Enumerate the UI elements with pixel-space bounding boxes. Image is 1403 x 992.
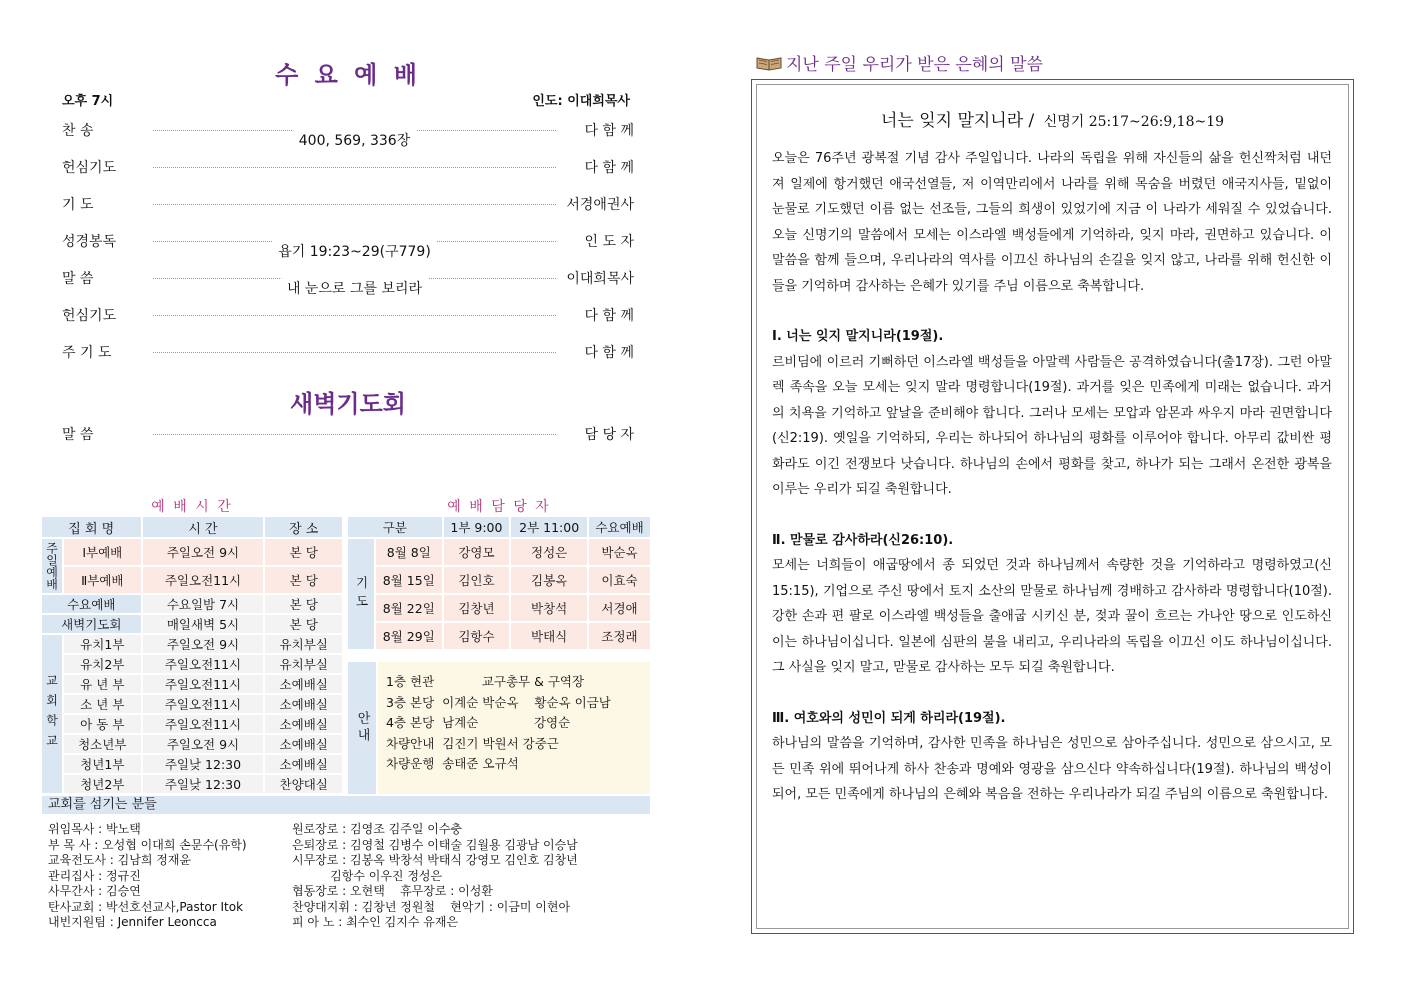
guide-line: 차량안내 김진기 박원서 강중근 — [386, 735, 559, 751]
duty-wed: 서경애 — [589, 595, 650, 621]
service-place: 본 당 — [265, 595, 342, 613]
service-name: 수요예배 — [42, 595, 141, 613]
wed-title: 수 요 예 배 — [275, 60, 421, 89]
service-time: 주일오전11시 — [143, 567, 264, 593]
service-time: 주일오전 9시 — [143, 539, 264, 565]
school-name: 유치2부 — [64, 655, 141, 673]
school-place: 찬양대실 — [265, 775, 342, 793]
service-time: 수요일밤 7시 — [143, 595, 264, 613]
staff-line: 부 목 사 : 오성협 이대희 손문수(유학) — [48, 837, 247, 852]
staff-line: 교육전도사 : 김남희 정재윤 — [48, 853, 191, 867]
school-time: 주일낮 12:30 — [143, 775, 264, 793]
school-time: 주일오전 9시 — [143, 735, 264, 753]
service-name: Ⅱ부예배 — [64, 567, 141, 593]
duty-wed: 박순옥 — [589, 539, 650, 565]
duty-second: 박창석 — [511, 595, 587, 621]
order-label: 주 기 도 — [62, 345, 112, 361]
staff-line: 탄사교회 : 박선호선교사,Pastor Itok — [48, 899, 244, 914]
duty-second: 박태식 — [511, 623, 587, 649]
duty-first: 김창년 — [444, 595, 510, 621]
duty-first: 김항수 — [444, 623, 510, 649]
sermon-ref: 신명기 25:17~26:9,18~19 — [1043, 114, 1225, 130]
schedule-title: 예 배 시 간 — [151, 499, 233, 515]
staff-line: 은퇴장로 : 김영철 김병수 이태술 김월용 김광남 이승남 — [292, 837, 578, 852]
school-time: 주일오전11시 — [143, 695, 264, 713]
order-row — [62, 229, 634, 260]
service-time: 매일새벽 5시 — [143, 615, 264, 633]
order-person: 담 당 자 — [584, 427, 634, 443]
sermon-title-line — [752, 106, 1353, 131]
staff-line: 김항수 이우진 정성은 — [292, 868, 443, 883]
duty-date: 8월 8일 — [376, 539, 442, 565]
order-row — [62, 422, 634, 446]
order-row — [62, 303, 634, 327]
order-row — [62, 266, 634, 297]
staff-line: 원로장로 : 김영조 김주일 이수충 — [292, 822, 462, 836]
dotted-leader — [153, 167, 556, 168]
school-time: 주일오전 9시 — [143, 635, 264, 653]
school-place: 소예배실 — [265, 695, 342, 713]
order-row — [62, 155, 634, 179]
order-row — [62, 340, 634, 364]
wed-time: 오후 7시 — [62, 94, 114, 109]
order-person: 다 함 께 — [584, 308, 634, 324]
duty-second: 정성은 — [511, 539, 587, 565]
duty-first: 강영모 — [444, 539, 510, 565]
sermon-header-text: 지난 주일 우리가 받은 은혜의 말씀 — [786, 55, 1043, 75]
school-time: 주일오전11시 — [143, 715, 264, 733]
guide-line: 차량운행 송태준 오규석 — [386, 756, 519, 771]
order-content: 내 눈으로 그를 보리라 — [281, 278, 428, 298]
school-name: 유 년 부 — [64, 675, 141, 693]
service-place: 본 당 — [265, 539, 342, 565]
dotted-leader — [153, 315, 556, 316]
group-label: 주일예배 — [42, 539, 62, 593]
school-place: 소예배실 — [265, 755, 342, 773]
school-name: 유치1부 — [64, 635, 141, 653]
staff-line: 피 아 노 : 최수인 김지수 유재은 — [292, 915, 459, 929]
section-3-body: 하나님의 말씀을 기억하며, 감사한 민족을 하나님은 성민으로 삼아주십니다. 성민으로 삼으시고, 모든 민족 위에 뛰어나게 하사 찬송과 명예와 영광을 삼으신다 약속하십니다(19절). 하나님의 백성이 되어, 모든 민족에게 하나님의 은혜와 복음을 전하는 우리나라가 되길 주님의 이름으로 축원합니다. — [772, 736, 1332, 802]
dotted-leader — [153, 130, 556, 149]
duty-group-label: 기도 — [348, 539, 374, 649]
staff-line: 찬양대지휘 : 김창년 정원철 현악기 : 이금미 이현아 — [292, 899, 571, 914]
order-label: 헌심기도 — [62, 308, 117, 324]
section-2-body: 모세는 너희들이 애굽땅에서 종 되었던 것과 하나님께서 속량한 것을 기억하라고 명령하였고(신15:15), 기업으로 주신 땅에서 토지 소산의 맏물로 하나님께 경배하고 감사하라 명령합니다(10절). 강한 손과 편 팔로 이스라엘 백성들을 출애굽 시키신 분, 젖과 꿀이 흐르는 가나안 땅으로 인도하신 이는 하나님이십니다. 일본에 심판의 불을 내리고, 우리나라의 독립을 이끄신 이도 하나님이십니다. 그 사실을 잊지 말고, 맏물로 감사하는 모두 되길 축원합니다. — [772, 558, 1332, 675]
duty-date: 8월 29일 — [376, 623, 442, 649]
guide-label: 안내 — [348, 662, 376, 794]
wed-leader: 인도: 이대희목사 — [532, 94, 630, 109]
order-person: 이대희목사 — [566, 271, 634, 287]
order-row — [62, 192, 634, 216]
order-row — [62, 118, 634, 149]
group-label: 교회학교 — [42, 635, 62, 793]
dotted-leader — [153, 278, 556, 297]
school-place: 소예배실 — [265, 735, 342, 753]
staff-line: 시무장로 : 김봉옥 박창석 박태식 강영모 김인호 김창년 — [292, 853, 578, 867]
order-label: 말 씀 — [62, 427, 94, 443]
staff-line: 내빈지원팀 : Jennifer Leoncca — [48, 915, 217, 929]
order-label: 헌심기도 — [62, 160, 117, 176]
duty-first: 김인호 — [444, 567, 510, 593]
staff-line: 관리집사 : 정규진 — [48, 868, 141, 883]
dotted-leader — [153, 204, 556, 205]
school-name: 청년1부 — [64, 755, 141, 773]
schedule-header: 장 소 — [265, 517, 342, 537]
section-2-title: Ⅱ. 맏물로 감사하라(신26:10). — [772, 532, 954, 548]
section-3-title: Ⅲ. 여호와의 성민이 되게 하리라(19절). — [772, 710, 1006, 726]
schedule-header: 집 회 명 — [42, 517, 141, 537]
staff-left-list — [48, 822, 247, 931]
guide-line: 3층 본당 이계순 박순옥 황순옥 이금남 — [386, 694, 611, 710]
staff-right-list — [292, 822, 578, 931]
section-1-body: 르비딤에 이르러 기뻐하던 이스라엘 백성들을 아말렉 사람들은 공격하였습니다(출17장). 그런 아말렉 족속을 오늘 모세는 잊지 말라 명령합니다(19절). 과거를 잊은 민족에게 미래는 없습니다. 과거의 치욕을 기억하고 앞날을 준비해야 합니다. 그러나 모세는 모압과 암몬과 싸우지 마라 권면합니다(신2:19). 옛일을 기억하되, 우리는 하나되어 하나님의 평화를 이루어야 합니다. 아무리 값비싼 평화라도 이긴 전쟁보다 낫습니다. 하나님의 손에서 평화를 찾고, 하나가 되는 그래서 온전한 광복을 이루는 우리가 되길 축원합니다. — [772, 354, 1332, 497]
section-1-title: Ⅰ. 너는 잊지 말지니라(19절). — [772, 329, 944, 344]
duty-title: 예 배 담 당 자 — [447, 499, 551, 515]
sermon-title: 너는 잊지 말지니라 / — [880, 111, 1035, 131]
duty-date: 8월 15일 — [376, 567, 442, 593]
order-person: 다 함 께 — [584, 160, 634, 176]
staff-line: 협동장로 : 오현택 휴무장로 : 이성환 — [292, 884, 493, 898]
order-person: 다 함 께 — [584, 123, 634, 139]
duty-table — [346, 515, 652, 651]
order-label: 성경봉독 — [62, 234, 117, 250]
duty-header: 1부 9:00 — [444, 517, 510, 537]
service-name: Ⅰ부예배 — [64, 539, 141, 565]
sermon-intro: 오늘은 76주년 광복절 기념 감사 주일입니다. 나라의 독립을 위해 자신들의 삶을 헌신짝처럼 내던져 일제에 항거했던 애국선열들, 저 이역만리에서 나라를 위해 목숨을 버렸던 애국지사들, 밑없이 눈물로 기도했던 이름 없는 선조들, 그들의 희생이 있었기에 지금 이 나라가 세워질 수 있었습니다. 오늘 신명기의 말씀에서 모세는 이스라엘 백성들에게 기억하라, 잊지 마라, 권면하고 있습니다. 이 말씀을 함께 들으며, 우리나라의 역사를 이끄신 하나님의 손길을 잊지 않고, 나라를 위해 헌신한 이들을 기억하며 감사하는 은혜가 있기를 주님 이름으로 축복합니다. — [772, 151, 1332, 294]
dawn-title: 새벽기도회 — [290, 389, 406, 418]
duty-wed: 이효숙 — [589, 567, 650, 593]
school-place: 소예배실 — [265, 675, 342, 693]
school-name: 소 년 부 — [64, 695, 141, 713]
dotted-leader — [153, 352, 556, 353]
duty-second: 김봉옥 — [511, 567, 587, 593]
staff-line: 사무간사 : 김승연 — [48, 884, 141, 898]
service-place: 본 당 — [265, 615, 342, 633]
order-person: 다 함 께 — [584, 345, 634, 361]
guide-line: 4층 본당 남계순 강영순 — [386, 715, 571, 730]
service-place: 본 당 — [265, 567, 342, 593]
school-place: 유치부실 — [265, 655, 342, 673]
school-name: 청소년부 — [64, 735, 141, 753]
order-person: 인 도 자 — [584, 234, 634, 250]
sermon-box — [751, 79, 1354, 934]
school-place: 유치부실 — [265, 635, 342, 653]
duty-header: 구분 — [348, 517, 442, 537]
school-name: 아 동 부 — [64, 715, 141, 733]
guide-lines — [378, 662, 650, 794]
order-label: 기 도 — [62, 197, 94, 213]
schedule-table — [40, 515, 344, 795]
service-name: 새벽기도회 — [42, 615, 141, 633]
guide-line: 1층 현관 교구총무 & 구역장 — [386, 674, 585, 689]
duty-header: 2부 11:00 — [511, 517, 587, 537]
school-name: 청년2부 — [64, 775, 141, 793]
guide-box — [348, 662, 650, 794]
sermon-header — [756, 50, 1043, 75]
staff-title: 교회를 섬기는 분들 — [42, 796, 650, 814]
book-icon — [756, 55, 782, 71]
order-content: 욥기 19:23~29(구779) — [272, 241, 437, 261]
dotted-leader — [153, 434, 556, 435]
school-place: 소예배실 — [265, 715, 342, 733]
school-time: 주일오전11시 — [143, 655, 264, 673]
duty-date: 8월 22일 — [376, 595, 442, 621]
order-person: 서경애권사 — [566, 197, 634, 213]
sermon-body — [772, 146, 1332, 808]
school-time: 주일낮 12:30 — [143, 755, 264, 773]
order-label: 말 씀 — [62, 271, 94, 287]
order-label: 찬 송 — [62, 123, 94, 139]
staff-line: 위임목사 : 박노택 — [48, 822, 141, 836]
duty-wed: 조정래 — [589, 623, 650, 649]
school-time: 주일오전11시 — [143, 675, 264, 693]
duty-header: 수요예배 — [589, 517, 650, 537]
dotted-leader — [153, 241, 556, 260]
order-content: 400, 569, 336장 — [293, 130, 417, 150]
schedule-header: 시 간 — [143, 517, 264, 537]
